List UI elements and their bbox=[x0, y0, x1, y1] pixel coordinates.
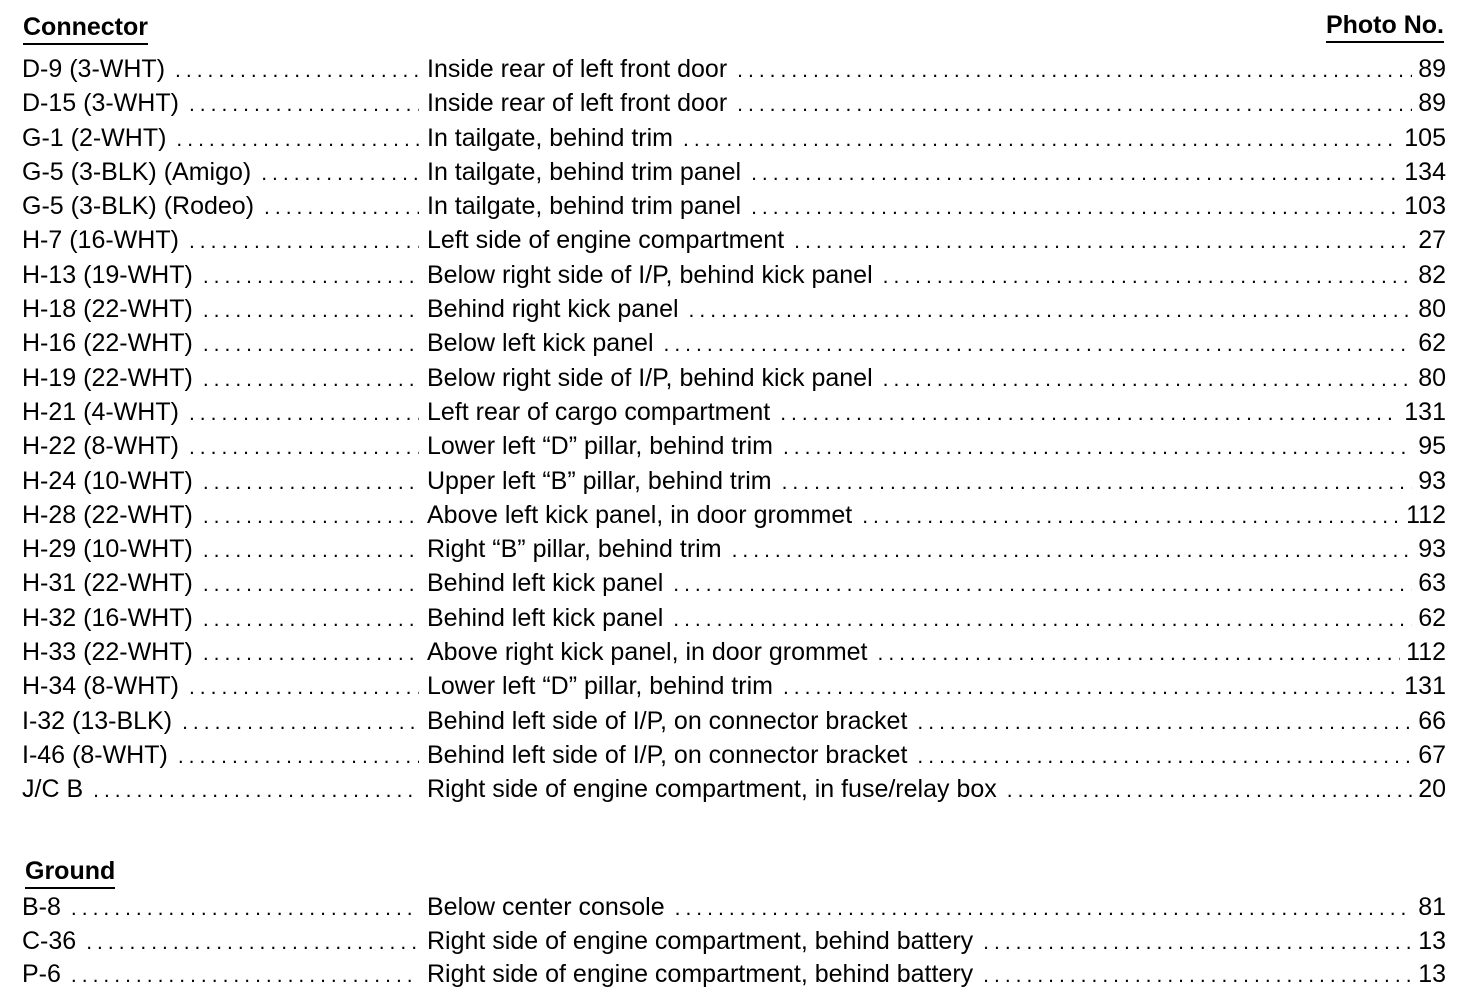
connector-location: In tailgate, behind trim bbox=[427, 123, 673, 152]
connector-row bbox=[22, 532, 1446, 566]
ground-row bbox=[22, 890, 1446, 924]
photo-number: 95 bbox=[1418, 432, 1446, 461]
photo-number: 62 bbox=[1418, 603, 1446, 632]
ground-location: Right side of engine compartment, behind battery bbox=[427, 960, 974, 988]
dot-leader bbox=[782, 466, 1413, 500]
connector-location: Behind left kick panel bbox=[427, 569, 664, 598]
dot-leader bbox=[203, 534, 419, 568]
connector-id: J/C B bbox=[22, 775, 84, 804]
dot-leader bbox=[862, 500, 1400, 534]
dot-leader bbox=[983, 959, 1412, 993]
photo-number: 81 bbox=[1418, 893, 1446, 921]
connector-location: Left rear of cargo compartment bbox=[427, 397, 771, 426]
dot-leader bbox=[203, 328, 419, 362]
photo-number-heading: Photo No. bbox=[1326, 10, 1444, 43]
dot-leader bbox=[203, 363, 419, 397]
connector-location: Lower left “D” pillar, behind trim bbox=[427, 432, 773, 461]
ground-location: Right side of engine compartment, behind battery bbox=[427, 926, 974, 955]
connector-heading: Connector bbox=[23, 12, 148, 45]
connector-id: H-21 (4-WHT) bbox=[22, 397, 179, 426]
connector-id: H-7 (16-WHT) bbox=[22, 226, 179, 255]
connector-location: Behind left side of I/P, on connector bracket bbox=[427, 706, 908, 735]
photo-number: 62 bbox=[1418, 329, 1446, 358]
connector-row bbox=[22, 464, 1446, 498]
connector-id: D-15 (3-WHT) bbox=[22, 89, 179, 118]
connector-row bbox=[22, 566, 1446, 600]
dot-leader bbox=[664, 328, 1413, 362]
dot-leader bbox=[780, 397, 1398, 431]
connector-id: I-32 (13-BLK) bbox=[22, 706, 173, 735]
connector-row bbox=[22, 498, 1446, 532]
ground-list bbox=[22, 890, 1446, 991]
connector-row bbox=[22, 189, 1446, 223]
connector-location: Below right side of I/P, behind kick panel bbox=[427, 260, 873, 289]
connector-row bbox=[22, 292, 1446, 326]
photo-number: 134 bbox=[1404, 157, 1446, 186]
dot-leader bbox=[93, 774, 419, 808]
ground-id: B-8 bbox=[22, 893, 61, 921]
photo-number: 63 bbox=[1418, 569, 1446, 598]
photo-number: 93 bbox=[1418, 466, 1446, 495]
connector-location: Inside rear of left front door bbox=[427, 89, 728, 118]
connector-id: H-31 (22-WHT) bbox=[22, 569, 193, 598]
ground-location: Below center console bbox=[427, 893, 665, 921]
dot-leader bbox=[178, 740, 419, 774]
dot-leader bbox=[203, 466, 419, 500]
connector-row bbox=[22, 738, 1446, 772]
dot-leader bbox=[689, 294, 1413, 328]
dot-leader bbox=[261, 157, 419, 191]
connector-location: Right side of engine compartment, in fuse/relay box bbox=[427, 775, 997, 804]
connector-id: H-18 (22-WHT) bbox=[22, 295, 193, 324]
dot-leader bbox=[86, 926, 419, 960]
dot-leader bbox=[883, 260, 1413, 294]
dot-leader bbox=[1007, 774, 1412, 808]
photo-number: 13 bbox=[1418, 926, 1446, 955]
connector-id: H-28 (22-WHT) bbox=[22, 500, 193, 529]
photo-number: 89 bbox=[1418, 89, 1446, 118]
connector-location: Below left kick panel bbox=[427, 329, 654, 358]
dot-leader bbox=[673, 603, 1412, 637]
connector-list bbox=[22, 52, 1446, 807]
connector-id: H-32 (16-WHT) bbox=[22, 603, 193, 632]
connector-row bbox=[22, 121, 1446, 155]
connector-row bbox=[22, 86, 1446, 120]
dot-leader bbox=[783, 431, 1412, 465]
ground-id: P-6 bbox=[22, 960, 61, 988]
connector-location: Upper left “B” pillar, behind trim bbox=[427, 466, 772, 495]
connector-location: Above right kick panel, in door grommet bbox=[427, 638, 868, 667]
connector-row bbox=[22, 258, 1446, 292]
connector-location: Inside rear of left front door bbox=[427, 55, 728, 83]
connector-row bbox=[22, 669, 1446, 703]
connector-id: I-46 (8-WHT) bbox=[22, 740, 168, 769]
dot-leader bbox=[189, 431, 419, 465]
connector-id: H-16 (22-WHT) bbox=[22, 329, 193, 358]
photo-number: 67 bbox=[1418, 740, 1446, 769]
dot-leader bbox=[175, 54, 419, 88]
dot-leader bbox=[182, 706, 419, 740]
dot-leader bbox=[917, 740, 1412, 774]
dot-leader bbox=[783, 671, 1398, 705]
photo-number: 112 bbox=[1406, 638, 1446, 667]
connector-row bbox=[22, 155, 1446, 189]
photo-number: 131 bbox=[1404, 672, 1446, 701]
connector-row bbox=[22, 52, 1446, 86]
connector-location: Left side of engine compartment bbox=[427, 226, 785, 255]
connector-location: In tailgate, behind trim panel bbox=[427, 157, 742, 186]
photo-number: 131 bbox=[1404, 397, 1446, 426]
ground-id: C-36 bbox=[22, 926, 77, 955]
dot-leader bbox=[189, 88, 419, 122]
connector-id: H-22 (8-WHT) bbox=[22, 432, 179, 461]
dot-leader bbox=[673, 568, 1412, 602]
dot-leader bbox=[675, 892, 1413, 926]
connector-id: H-24 (10-WHT) bbox=[22, 466, 193, 495]
dot-leader bbox=[917, 706, 1412, 740]
dot-leader bbox=[794, 225, 1412, 259]
connector-row bbox=[22, 635, 1446, 669]
dot-leader bbox=[737, 54, 1412, 88]
ground-row bbox=[22, 924, 1446, 958]
connector-id: H-19 (22-WHT) bbox=[22, 363, 193, 392]
photo-number: 13 bbox=[1418, 960, 1446, 988]
connector-id: G-1 (2-WHT) bbox=[22, 123, 167, 152]
photo-number: 27 bbox=[1418, 226, 1446, 255]
connector-id: G-5 (3-BLK) (Rodeo) bbox=[22, 192, 255, 221]
photo-number: 103 bbox=[1404, 192, 1446, 221]
ground-heading: Ground bbox=[25, 856, 115, 889]
connector-location: In tailgate, behind trim panel bbox=[427, 192, 742, 221]
connector-row bbox=[22, 704, 1446, 738]
dot-leader bbox=[264, 191, 419, 225]
connector-row bbox=[22, 223, 1446, 257]
ground-row bbox=[22, 957, 1446, 991]
connector-id: H-34 (8-WHT) bbox=[22, 672, 179, 701]
dot-leader bbox=[983, 926, 1412, 960]
dot-leader bbox=[203, 294, 419, 328]
connector-location: Behind left kick panel bbox=[427, 603, 664, 632]
photo-number: 89 bbox=[1418, 55, 1446, 83]
dot-leader bbox=[751, 191, 1398, 225]
dot-leader bbox=[203, 603, 419, 637]
connector-id: H-33 (22-WHT) bbox=[22, 638, 193, 667]
connector-row bbox=[22, 395, 1446, 429]
connector-id: G-5 (3-BLK) (Amigo) bbox=[22, 157, 252, 186]
dot-leader bbox=[737, 88, 1412, 122]
dot-leader bbox=[189, 225, 419, 259]
photo-number: 93 bbox=[1418, 535, 1446, 564]
dot-leader bbox=[189, 397, 419, 431]
connector-row bbox=[22, 772, 1446, 806]
photo-number: 80 bbox=[1418, 363, 1446, 392]
connector-location: Right “B” pillar, behind trim bbox=[427, 535, 722, 564]
connector-location: Below right side of I/P, behind kick panel bbox=[427, 363, 873, 392]
dot-leader bbox=[71, 959, 419, 993]
dot-leader bbox=[203, 260, 419, 294]
photo-number: 105 bbox=[1404, 123, 1446, 152]
photo-number: 20 bbox=[1418, 775, 1446, 804]
connector-location: Lower left “D” pillar, behind trim bbox=[427, 672, 773, 701]
dot-leader bbox=[683, 123, 1398, 157]
dot-leader bbox=[203, 568, 419, 602]
photo-number: 82 bbox=[1418, 260, 1446, 289]
dot-leader bbox=[71, 892, 419, 926]
dot-leader bbox=[883, 363, 1413, 397]
photo-number: 112 bbox=[1406, 500, 1446, 529]
connector-location: Above left kick panel, in door grommet bbox=[427, 500, 853, 529]
connector-id: H-13 (19-WHT) bbox=[22, 260, 193, 289]
connector-row bbox=[22, 429, 1446, 463]
connector-id: H-29 (10-WHT) bbox=[22, 535, 193, 564]
connector-row bbox=[22, 361, 1446, 395]
dot-leader bbox=[732, 534, 1413, 568]
photo-number: 80 bbox=[1418, 295, 1446, 324]
connector-location: Behind right kick panel bbox=[427, 295, 679, 324]
photo-number: 66 bbox=[1418, 706, 1446, 735]
dot-leader bbox=[751, 157, 1398, 191]
dot-leader bbox=[203, 500, 419, 534]
connector-row bbox=[22, 601, 1446, 635]
dot-leader bbox=[203, 637, 419, 671]
connector-location: Behind left side of I/P, on connector bracket bbox=[427, 740, 908, 769]
dot-leader bbox=[176, 123, 419, 157]
connector-id: D-9 (3-WHT) bbox=[22, 55, 166, 83]
dot-leader bbox=[878, 637, 1401, 671]
dot-leader bbox=[189, 671, 419, 705]
connector-row bbox=[22, 326, 1446, 360]
